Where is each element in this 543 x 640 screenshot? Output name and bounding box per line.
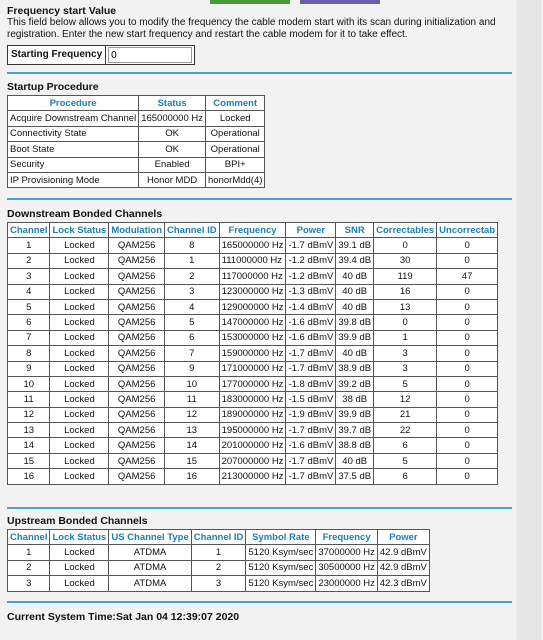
downstream-cell: 195000000 Hz — [219, 423, 286, 438]
upstream-cell: ATDMA — [109, 545, 191, 560]
downstream-cell: -1.6 dBmV — [286, 330, 336, 345]
starting-frequency-box — [7, 45, 195, 65]
downstream-cell: Locked — [50, 330, 109, 345]
downstream-cell: 3 — [374, 361, 437, 376]
downstream-cell: 0 — [437, 361, 498, 376]
downstream-cell: 0 — [374, 315, 437, 330]
downstream-cell: QAM256 — [109, 469, 165, 484]
downstream-cell: 39.4 dB — [336, 253, 374, 268]
table-row — [8, 172, 265, 187]
startup-cell: Boot State — [8, 142, 139, 157]
downstream-cell: QAM256 — [109, 407, 165, 422]
startup-header-cell: Comment — [206, 96, 265, 111]
downstream-header-cell: SNR — [336, 223, 374, 238]
downstream-cell: 3 — [8, 269, 50, 284]
startup-cell: Security — [8, 157, 139, 172]
upstream-cell: 42.9 dBmV — [377, 560, 429, 575]
downstream-cell: 9 — [165, 361, 220, 376]
downstream-cell: 0 — [437, 376, 498, 391]
startup-header-cell: Status — [139, 96, 206, 111]
downstream-cell: QAM256 — [109, 361, 165, 376]
downstream-cell: 0 — [437, 299, 498, 314]
downstream-cell: 39.1 dB — [336, 238, 374, 253]
downstream-cell: 40 dB — [336, 284, 374, 299]
downstream-cell: 40 dB — [336, 346, 374, 361]
table-row — [8, 157, 265, 172]
downstream-cell: 8 — [165, 238, 220, 253]
upstream-cell: 2 — [8, 560, 50, 575]
downstream-cell: Locked — [50, 361, 109, 376]
downstream-cell: Locked — [50, 299, 109, 314]
upstream-cell: 3 — [8, 576, 50, 591]
downstream-cell: QAM256 — [109, 238, 165, 253]
upstream-header-cell: Channel ID — [191, 530, 246, 545]
startup-cell: Honor MDD — [139, 172, 206, 187]
downstream-cell: QAM256 — [109, 269, 165, 284]
table-row — [8, 238, 498, 253]
upstream-cell: 42.9 dBmV — [377, 545, 429, 560]
upstream-cell: Locked — [50, 560, 109, 575]
system-time-label: Current System Time: — [7, 611, 116, 623]
table-row — [8, 299, 498, 314]
downstream-cell: 8 — [8, 346, 50, 361]
downstream-cell: 0 — [437, 238, 498, 253]
frequency-title: Frequency start Value — [7, 5, 117, 17]
startup-section — [7, 81, 265, 188]
downstream-cell: 38.8 dB — [336, 438, 374, 453]
downstream-cell: 12 — [165, 407, 220, 422]
downstream-cell: QAM256 — [109, 315, 165, 330]
startup-cell: honorMdd(4) — [206, 172, 265, 187]
startup-cell: OK — [139, 126, 206, 141]
downstream-cell: -1.6 dBmV — [286, 438, 336, 453]
downstream-cell: -1.7 dBmV — [286, 423, 336, 438]
downstream-cell: 12 — [8, 407, 50, 422]
downstream-cell: Locked — [50, 453, 109, 468]
downstream-cell: 213000000 Hz — [219, 469, 286, 484]
startup-cell: BPI+ — [206, 157, 265, 172]
downstream-cell: -1.7 dBmV — [286, 346, 336, 361]
downstream-cell: 10 — [165, 376, 220, 391]
downstream-cell: 0 — [437, 469, 498, 484]
downstream-cell: 5 — [165, 315, 220, 330]
downstream-cell: QAM256 — [109, 330, 165, 345]
downstream-cell: 13 — [165, 423, 220, 438]
table-row — [8, 111, 265, 126]
downstream-cell: 15 — [8, 453, 50, 468]
downstream-cell: 0 — [374, 238, 437, 253]
downstream-cell: 16 — [165, 469, 220, 484]
table-row — [8, 346, 498, 361]
downstream-cell: 14 — [165, 438, 220, 453]
downstream-cell: 0 — [437, 253, 498, 268]
upstream-cell: 23000000 Hz — [316, 576, 378, 591]
vertical-scrollbar[interactable] — [515, 0, 543, 640]
downstream-cell: 4 — [165, 299, 220, 314]
downstream-cell: -1.2 dBmV — [286, 253, 336, 268]
downstream-header-cell: Modulation — [109, 223, 165, 238]
upstream-cell: 42.3 dBmV — [377, 576, 429, 591]
downstream-cell: 5 — [374, 376, 437, 391]
downstream-cell: -1.6 dBmV — [286, 315, 336, 330]
downstream-header-cell: Lock Status — [50, 223, 109, 238]
downstream-cell: 183000000 Hz — [219, 392, 286, 407]
downstream-cell: QAM256 — [109, 346, 165, 361]
downstream-cell: 0 — [437, 346, 498, 361]
table-row — [8, 126, 265, 141]
divider — [7, 507, 512, 509]
downstream-cell: 5 — [374, 453, 437, 468]
downstream-header-cell: Frequency — [219, 223, 286, 238]
table-row — [8, 576, 430, 591]
downstream-cell: 0 — [437, 423, 498, 438]
downstream-cell: 2 — [165, 269, 220, 284]
downstream-cell: 0 — [437, 315, 498, 330]
table-row — [8, 407, 498, 422]
downstream-cell: 201000000 Hz — [219, 438, 286, 453]
table-row — [8, 253, 498, 268]
downstream-cell: 1 — [8, 238, 50, 253]
downstream-cell: 47 — [437, 269, 498, 284]
downstream-cell: QAM256 — [109, 284, 165, 299]
downstream-cell: QAM256 — [109, 253, 165, 268]
table-row — [8, 376, 498, 391]
downstream-cell: -1.3 dBmV — [286, 284, 336, 299]
downstream-cell: 177000000 Hz — [219, 376, 286, 391]
top-tab-green[interactable] — [210, 0, 290, 4]
downstream-cell: 13 — [8, 423, 50, 438]
table-row — [8, 469, 498, 484]
downstream-cell: 159000000 Hz — [219, 346, 286, 361]
downstream-cell: 5 — [8, 299, 50, 314]
downstream-cell: 12 — [374, 392, 437, 407]
table-row — [8, 315, 498, 330]
downstream-cell: 189000000 Hz — [219, 407, 286, 422]
downstream-cell: -1.7 dBmV — [286, 238, 336, 253]
downstream-cell: 165000000 Hz — [219, 238, 286, 253]
downstream-cell: 3 — [165, 284, 220, 299]
downstream-cell: Locked — [50, 315, 109, 330]
downstream-cell: 6 — [374, 469, 437, 484]
downstream-cell: 6 — [8, 315, 50, 330]
downstream-cell: Locked — [50, 392, 109, 407]
downstream-cell: 7 — [8, 330, 50, 345]
downstream-cell: QAM256 — [109, 453, 165, 468]
starting-frequency-label: Starting Frequency — [8, 46, 106, 64]
upstream-cell: 5120 Ksym/sec — [246, 560, 316, 575]
downstream-cell: 15 — [165, 453, 220, 468]
downstream-cell: Locked — [50, 346, 109, 361]
scrollbar-thumb[interactable] — [517, 0, 541, 640]
downstream-cell: -1.4 dBmV — [286, 299, 336, 314]
downstream-section — [7, 208, 498, 485]
downstream-cell: 207000000 Hz — [219, 453, 286, 468]
table-row — [8, 392, 498, 407]
downstream-title: Downstream Bonded Channels — [7, 208, 163, 220]
downstream-header-cell: Correctables — [374, 223, 437, 238]
downstream-cell: 13 — [374, 299, 437, 314]
upstream-cell: 37000000 Hz — [316, 545, 378, 560]
upstream-cell: Locked — [50, 545, 109, 560]
table-row — [8, 438, 498, 453]
downstream-header-cell: Uncorrectab — [437, 223, 498, 238]
startup-title: Startup Procedure — [7, 81, 99, 93]
downstream-cell: 4 — [8, 284, 50, 299]
startup-cell: Operational — [206, 142, 265, 157]
downstream-header-cell: Channel ID — [165, 223, 220, 238]
downstream-cell: 21 — [374, 407, 437, 422]
downstream-cell: 0 — [437, 407, 498, 422]
downstream-cell: 40 dB — [336, 269, 374, 284]
downstream-cell: 39.7 dB — [336, 423, 374, 438]
downstream-cell: 119 — [374, 269, 437, 284]
downstream-cell: 0 — [437, 284, 498, 299]
divider — [7, 601, 512, 603]
upstream-header-cell: Symbol Rate — [246, 530, 316, 545]
upstream-header-cell: Frequency — [316, 530, 378, 545]
downstream-cell: 153000000 Hz — [219, 330, 286, 345]
downstream-cell: 2 — [8, 253, 50, 268]
downstream-cell: Locked — [50, 469, 109, 484]
upstream-table — [7, 529, 430, 592]
downstream-cell: 40 dB — [336, 453, 374, 468]
upstream-cell: 5120 Ksym/sec — [246, 545, 316, 560]
downstream-cell: -1.5 dBmV — [286, 392, 336, 407]
downstream-cell: 0 — [437, 453, 498, 468]
frequency-description: This field below allows you to modify the frequency the cable modem start with its scan during initialization and registration. Enter the new start frequency and restart the cable modem for it to take effect. — [7, 17, 496, 40]
upstream-header-cell: Channel — [8, 530, 50, 545]
startup-cell: Connectivity State — [8, 126, 139, 141]
table-row — [8, 330, 498, 345]
table-row — [8, 269, 498, 284]
downstream-cell: -1.7 dBmV — [286, 453, 336, 468]
table-row — [8, 545, 430, 560]
downstream-cell: -1.8 dBmV — [286, 376, 336, 391]
startup-cell: Locked — [206, 111, 265, 126]
downstream-cell: 38.9 dB — [336, 361, 374, 376]
downstream-cell: -1.7 dBmV — [286, 361, 336, 376]
startup-cell: IP Provisioning Mode — [8, 172, 139, 187]
top-tab-purple[interactable] — [300, 0, 380, 4]
downstream-cell: 39.9 dB — [336, 330, 374, 345]
downstream-cell: 117000000 Hz — [219, 269, 286, 284]
downstream-cell: 129000000 Hz — [219, 299, 286, 314]
upstream-header-cell: Power — [377, 530, 429, 545]
downstream-cell: Locked — [50, 284, 109, 299]
downstream-header-cell: Power — [286, 223, 336, 238]
system-time-value: Sat Jan 04 12:39:07 2020 — [115, 611, 240, 623]
downstream-cell: 6 — [165, 330, 220, 345]
downstream-cell: Locked — [50, 407, 109, 422]
downstream-cell: 0 — [437, 438, 498, 453]
table-row — [8, 142, 265, 157]
downstream-cell: QAM256 — [109, 299, 165, 314]
downstream-cell: 0 — [437, 330, 498, 345]
starting-frequency-input[interactable] — [108, 47, 192, 63]
downstream-cell: Locked — [50, 238, 109, 253]
downstream-cell: 39.9 dB — [336, 407, 374, 422]
downstream-cell: 40 dB — [336, 299, 374, 314]
downstream-cell: -1.2 dBmV — [286, 269, 336, 284]
upstream-cell: 30500000 Hz — [316, 560, 378, 575]
downstream-cell: 7 — [165, 346, 220, 361]
downstream-cell: 3 — [374, 346, 437, 361]
downstream-cell: 16 — [8, 469, 50, 484]
downstream-cell: 39.8 dB — [336, 315, 374, 330]
downstream-cell: Locked — [50, 376, 109, 391]
downstream-cell: 123000000 Hz — [219, 284, 286, 299]
downstream-cell: 16 — [374, 284, 437, 299]
downstream-cell: 11 — [165, 392, 220, 407]
startup-cell: Acquire Downstream Channel — [8, 111, 139, 126]
system-time — [7, 611, 239, 623]
downstream-cell: 6 — [374, 438, 437, 453]
upstream-cell: 1 — [8, 545, 50, 560]
downstream-cell: 9 — [8, 361, 50, 376]
downstream-cell: 0 — [437, 392, 498, 407]
divider — [7, 198, 512, 200]
upstream-cell: Locked — [50, 576, 109, 591]
startup-table — [7, 95, 265, 188]
downstream-cell: 111000000 Hz — [219, 253, 286, 268]
downstream-cell: QAM256 — [109, 423, 165, 438]
downstream-cell: QAM256 — [109, 392, 165, 407]
downstream-cell: 10 — [8, 376, 50, 391]
upstream-cell: ATDMA — [109, 560, 191, 575]
table-row — [8, 361, 498, 376]
downstream-header-cell: Channel — [8, 223, 50, 238]
downstream-cell: 1 — [165, 253, 220, 268]
downstream-cell: 1 — [374, 330, 437, 345]
downstream-cell: 22 — [374, 423, 437, 438]
upstream-header-cell: US Channel Type — [109, 530, 191, 545]
downstream-cell: Locked — [50, 253, 109, 268]
downstream-cell: 39.2 dB — [336, 376, 374, 391]
table-row — [8, 423, 498, 438]
upstream-cell: ATDMA — [109, 576, 191, 591]
table-row — [8, 284, 498, 299]
downstream-cell: 11 — [8, 392, 50, 407]
downstream-cell: 37.5 dB — [336, 469, 374, 484]
downstream-cell: -1.7 dBmV — [286, 469, 336, 484]
downstream-table — [7, 222, 498, 485]
downstream-cell: 147000000 Hz — [219, 315, 286, 330]
table-row — [8, 560, 430, 575]
frequency-section — [7, 5, 507, 41]
upstream-cell: 1 — [191, 545, 246, 560]
divider — [7, 72, 512, 74]
upstream-cell: 5120 Ksym/sec — [246, 576, 316, 591]
startup-cell: OK — [139, 142, 206, 157]
upstream-cell: 3 — [191, 576, 246, 591]
downstream-cell: Locked — [50, 438, 109, 453]
table-row — [8, 453, 498, 468]
downstream-cell: Locked — [50, 269, 109, 284]
downstream-cell: -1.9 dBmV — [286, 407, 336, 422]
startup-cell: 165000000 Hz — [139, 111, 206, 126]
downstream-cell: QAM256 — [109, 376, 165, 391]
downstream-cell: 38 dB — [336, 392, 374, 407]
downstream-cell: 171000000 Hz — [219, 361, 286, 376]
downstream-cell: 14 — [8, 438, 50, 453]
upstream-cell: 2 — [191, 560, 246, 575]
downstream-cell: QAM256 — [109, 438, 165, 453]
downstream-cell: Locked — [50, 423, 109, 438]
upstream-header-cell: Lock Status — [50, 530, 109, 545]
startup-cell: Enabled — [139, 157, 206, 172]
upstream-title: Upstream Bonded Channels — [7, 515, 148, 527]
upstream-section — [7, 515, 430, 592]
startup-header-cell: Procedure — [8, 96, 139, 111]
startup-cell: Operational — [206, 126, 265, 141]
downstream-cell: 30 — [374, 253, 437, 268]
